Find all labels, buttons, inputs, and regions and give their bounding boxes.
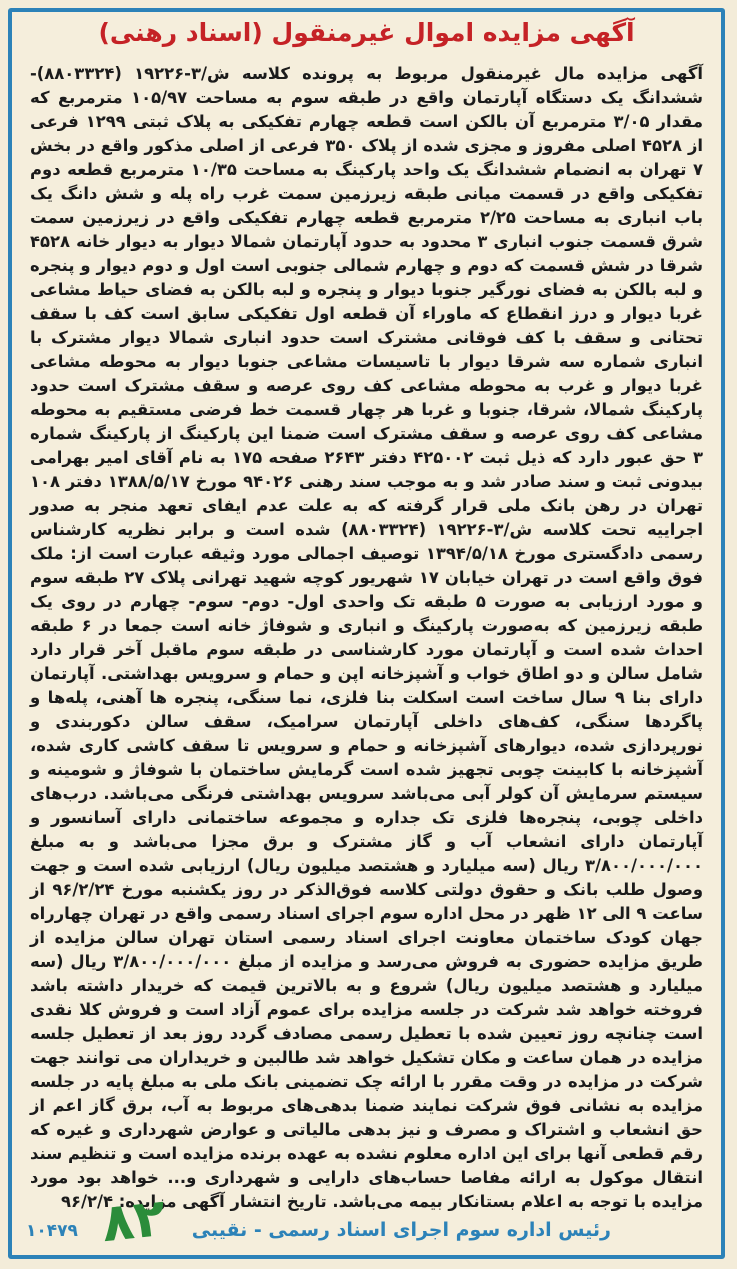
handwritten-mark: ۸۲ <box>99 1187 169 1255</box>
signature-line: رئیس اداره سوم اجرای اسناد رسمی - نقیبی <box>191 1219 611 1241</box>
notice-title: آگهی مزایده اموال غیرمنقول (اسناد رهنی) <box>98 18 635 47</box>
notice-body: آگهی مزایده مال غیرمنقول مربوط به پرونده کلاسه ش/۳-۱۹۲۲۶ (۸۸۰۳۳۲۴)- ششدانگ یک دستگاه آپارتمان واقع در طبقه سوم به مساحت ۱۰۵/۹۷ مترمربع که مقدار ۳/۰۵ مترمربع آن بالکن است قطعه چهارم تفکیکی به پلاک ثبتی ۱۲۹۹ فرعی از ۴۵۲۸ اصلی مفروز و مجزی شده از پلاک ۳۵۰ فرعی از اصلی مذکور واقع در بخش ۷ تهران به انضمام ششدانگ یک واحد پارکینگ به مساحت ۱۰/۳۵ مترمربع قطعه دوم تفکیکی واقع در قسمت میانی طبقه زیرزمین سمت غرب راه پله و شش دانگ یک باب انباری به مساحت ۲/۲۵ مترمربع قطعه چهارم تفکیکی واقع در زیرزمین سمت شرق قسمت جنوب انباری ۳ محدود به حدود آپارتمان شمالا دیوار به دیوار خانه ۴۵۲۸ شرقا در شش قسمت که دوم و چهارم شمالی جنوبی است اول و دوم دیوار و پنجره و لبه بالکن به فضای نورگیر جنوبا دیوار و پنجره و لبه بالکن به فضای حیاط مشاعی غربا دیوار و درز انقطاع که ماوراء آن قطعه اول تفکیکی سابق است کف با سقف تحتانی و سقف با کف فوقانی مشترک است حدود انباری شمالا دیوار مشترک با انباری شماره سه شرقا دیوار با تاسیسات مشاعی جنوبا دیوار به محوطه مشاعی غربا دیوار و غرب به محوطه مشاعی کف روی عرصه و سقف مشترک است حدود پارکینگ شمالا، شرقا، جنوبا و غربا هر چهار قسمت خط فرضی مستقیم به محوطه مشاعی کف روی عرصه و سقف مشترک است ضمنا این پارکینگ از پارکینگ شماره ۳ حق عبور دارد که ذیل ثبت ۴۲۵۰۰۲ دفتر ۲۶۴۳ صفحه ۱۷۵ به نام آقای امیر بهرامی بیدونی ثبت و سند صادر شد و به موجب سند رهنی ۹۴۰۲۶ مورخ ۱۳۸۸/۵/۱۷ دفتر ۱۰۸ تهران در رهن بانک ملی قرار گرفته که به علت عدم ایفای تعهد منجر به صدور اجراییه تحت کلاسه ش/۳-۱۹۲۲۶ (۸۸۰۳۳۲۴) شده است و برابر نظریه کارشناس رسمی دادگستری مورخ ۱۳۹۴/۵/۱۸ توصیف اجمالی مورد وثیقه عبارت است از: ملک فوق واقع است در تهران خیابان ۱۷ شهریور کوچه شهید تهرانی پلاک ۲۷ طبقه سوم و مورد ارزیابی به صورت ۵ طبقه تک واحدی اول- دوم- سوم- چهارم در روی یک طبقه زیرزمین که به‌صورت پارکینگ و انباری و شوفاژ خانه است جمعا در ۶ طبقه احداث شده است و آپارتمان مورد کارشناسی در طبقه سوم ماقبل آخر قرار دارد شامل سالن و دو اطاق خواب و آشپزخانه اپن و حمام و سرویس بهداشتی. آپارتمان دارای بنا ۹ سال ساخت است اسکلت بنا فلزی، نما سنگی، پنجره ها آهنی، پله‌ها و پاگردها سنگی، کف‌های داخلی آپارتمان سرامیک، سقف سالن دکوربندی و نورپردازی شده، دیوارهای آشپزخانه و حمام و سرویس تا سقف کاشی کاری شده، آشپزخانه با کابینت چوبی تجهیز شده است گرمایش ساختمان با شوفاژ و شومینه و سیستم سرمایش آن کولر آبی می‌باشد سرویس بهداشتی فرنگی می‌باشد. درب‌های داخلی چوبی، پنجره‌ها فلزی تک جداره و مجموعه ساختمانی دارای آسانسور و آپارتمان دارای انشعاب آب و گاز مشترک و برق مجزا می‌باشد و به مبلغ ۳/۸۰۰/۰۰۰/۰۰۰ ریال (سه میلیارد و هشتصد میلیون ریال) ارزیابی شده است و جهت وصول طلب بانک و حقوق دولتی کلاسه فوق‌الذکر در روز یکشنبه مورخ ۹۶/۲/۲۴ از ساعت ۹ الی ۱۲ ظهر در محل اداره سوم اجرای اسناد رسمی واقع در تهران چهارراه جهان کودک ساختمان معاونت اجرای اسناد رسمی استان تهران سالن مزایده از طریق مزایده حضوری به فروش می‌رسد و مزایده از مبلغ ۳/۸۰۰/۰۰۰/۰۰۰ ریال (سه میلیارد و هشتصد میلیون ریال) شروع و به بالاترین قیمت که خریدار داشته باشد فروخته خواهد شد شرکت در جلسه مزایده برای عموم آزاد است و فروش کلا نقدی است چنانچه روز تعیین شده با تعطیل رسمی مصادف گردد روز بعد از تعطیل جلسه مزایده در همان ساعت و مکان تشکیل خواهد شد طالبین و خریداران می توانند جهت شرکت در مزایده در وقت مقرر با ارائه چک تضمینی بانک ملی به مبلغ پایه در جلسه مزایده به نشانی فوق شرکت نمایند ضمنا بدهی‌های مربوط به آب، برق گاز اعم از حق انشعاب و اشتراک و مصرف و نیز بدهی مالیاتی و عوارض شهرداری و غیره که رقم قطعی آنها برای این اداره معلوم نشده به عهده برنده مزایده است و تنظیم سند انتقال موکول به ارائه مفاصا حساب‌های دارایی و شهرداری و... خواهد بود مورد مزایده با توجه به اعلام بستانکار بیمه می‌باشد. تاریخ انتشار آگهی مزایده: ۹۶/۲/۴ <box>30 64 704 1211</box>
notice-frame <box>8 8 725 1259</box>
reference-number: ۱۰۴۷۹ <box>26 1221 78 1241</box>
